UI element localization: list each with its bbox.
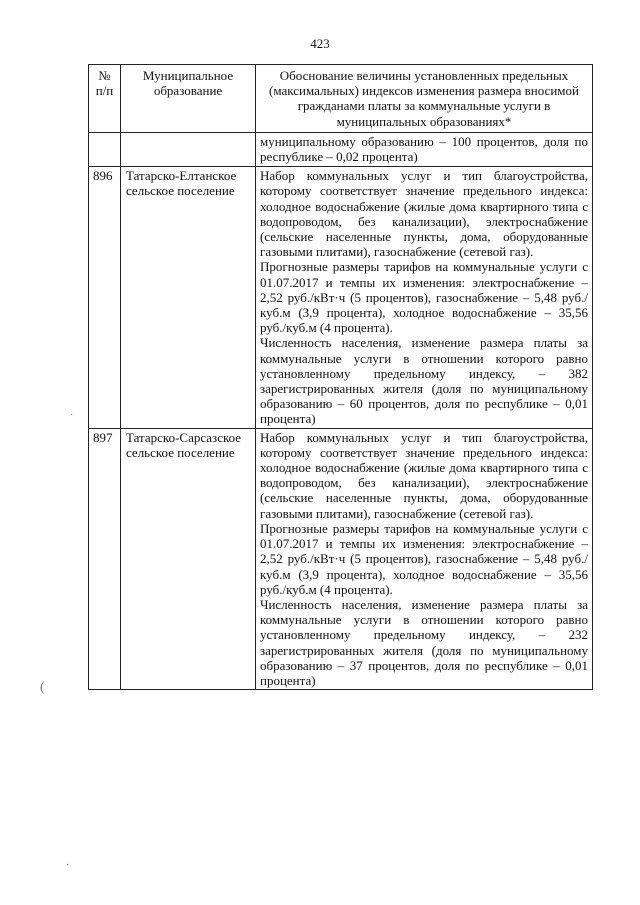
tariffs-paragraph: Прогнозные размеры тарифов на коммунальные услуги с 01.07.2017 и темпы их изменения: электроснабжение – 2,52 руб./кВт·ч (5 процентов), газоснабжение – 5,48 руб./куб.м (3,9 процента), холодное водоснабжение – 35,56 руб./куб.м (4 процента). [260,520,588,597]
population-paragraph: Численность населения, изменение размера платы за коммунальные услуги в отношении которого равно установленному предельному индексу, – 232 зарегистрированных жителя (доля по муниципальному образованию – 37 процентов, доля по республике – 0,01 процента) [260,596,588,688]
table-header-row [89,65,593,133]
scan-mark: · [70,410,74,421]
row-municipality: Татарско-Сарсазское сельское поселение [121,428,256,689]
row-municipality: Татарско-Елтанское сельское поселение [121,167,256,428]
header-justification: Обоснование величины установленных предельных (максимальных) индексов изменения размера вносимой гражданами платы за коммунальные услуги в муниципальных образованиях* [256,65,593,133]
row-number: 896 [89,167,121,428]
scan-mark: · [66,860,70,871]
table-row-897 [89,428,593,689]
tariffs-paragraph: Прогнозные размеры тарифов на коммунальные услуги с 01.07.2017 и темпы их изменения: электроснабжение – 2,52 руб./кВт·ч (5 процентов), газоснабжение – 5,48 руб./куб.м (3,9 процента), холодное водоснабжение – 35,56 руб./куб.м (4 процента). [260,259,588,336]
page-number: 423 [310,36,330,51]
continuation-text: муниципальному образованию – 100 процентов, доля по республике – 0,02 процента) [256,132,593,166]
continuation-num-cell [89,132,121,166]
scan-bracket-mark: ( [40,680,45,695]
row-number: 897 [89,428,121,689]
utilities-set-paragraph: Набор коммунальных услуг и тип благоустройства, которому соответствует значение предельного индекса: холодное водоснабжение (жилые дома квартирного типа с водопроводом, без канализации), электроснабжение (сельские населенные пункты, дома, оборудованные газовыми плитами), газоснабжение (сетевой газ). [260,429,588,521]
population-paragraph: Численность населения, изменение размера платы за коммунальные услуги в отношении которого равно установленному предельному индексу, – 382 зарегистрированных жителя (доля по муниципальному образованию – 60 процентов, доля по республике – 0,01 процента) [260,335,588,427]
header-municipality: Муниципальное образование [121,65,256,133]
header-number: № п/п [89,65,121,133]
row-justification [256,428,593,689]
row-justification [256,167,593,428]
utilities-set-paragraph: Набор коммунальных услуг и тип благоустройства, которому соответствует значение предельного индекса: холодное водоснабжение (жилые дома квартирного типа с водопроводом, без канализации), электроснабжение (сельские населенные пункты, дома, оборудованные газовыми плитами), газоснабжение (сетевой газ). [260,168,588,260]
table-row-896 [89,167,593,428]
continuation-row [89,132,593,166]
continuation-mun-cell [121,132,256,166]
tariff-index-table [88,64,593,690]
